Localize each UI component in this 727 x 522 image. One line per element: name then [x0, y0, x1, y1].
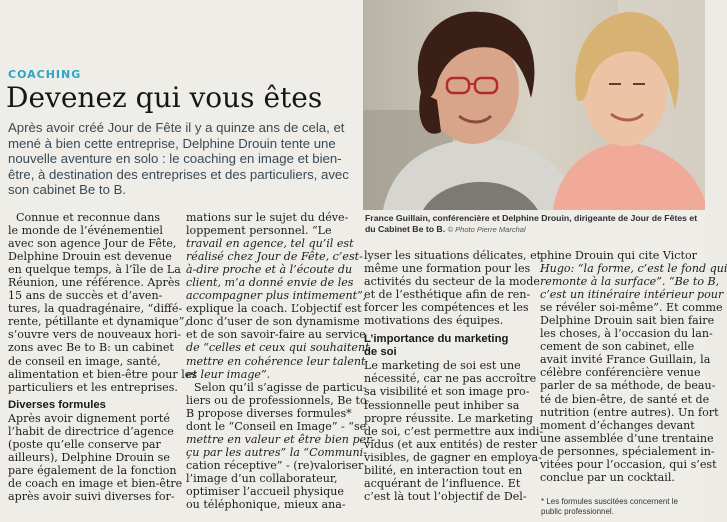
text-line: explique la coach. L’objectif est	[186, 302, 362, 316]
text-line: et de son savoir-faire au service	[186, 328, 366, 342]
column-4	[540, 249, 727, 484]
text-line: té de bien-être, de santé et de	[540, 392, 710, 406]
text-line: particuliers et les entreprises.	[8, 380, 178, 394]
text-line: dont le “Conseil en Image” - “se	[186, 419, 367, 433]
subheading-diverses-formules: Diverses formules	[8, 398, 106, 411]
text-line: propre réussite. Le marketing	[364, 411, 534, 425]
text-line: 15 ans de succès et d’aven-	[8, 289, 163, 303]
photo-illustration	[363, 0, 705, 210]
text-line: forcer les compétences et les	[364, 301, 529, 315]
text-line: de soi, c’est permettre aux indi-	[364, 424, 544, 438]
photo-caption	[365, 213, 703, 235]
text-line: loppement personnel. “Le	[186, 224, 332, 238]
text-line: conclue par un cocktail.	[540, 470, 675, 484]
text-line: le monde de l’événementiel	[8, 224, 163, 238]
text-line: célèbre conférencière venue	[540, 366, 701, 380]
text-line: de coach en image et bien-être	[8, 476, 183, 490]
text-line: donc d’user de son dynamisme	[186, 315, 360, 329]
text-line: optimiser l’accueil physique	[186, 484, 344, 498]
quote-line: mettre en valeur et être bien per-	[186, 432, 376, 446]
text-line: phine Drouin qui cite Victor	[540, 249, 697, 262]
quote-line: çu par les autres” la “Communi-	[186, 445, 367, 459]
text-line: sa visibilité et son image pro-	[364, 385, 530, 399]
text-line: parler de sa méthode, de beau-	[540, 379, 716, 393]
text-line: c’est là tout l’objectif de Del-	[364, 489, 527, 503]
article-photo	[363, 0, 705, 210]
text-line: B propose diverses formules*	[186, 406, 352, 420]
text-line: pare également de la fonction	[8, 463, 177, 477]
quote-line: travail en agence, tel qu’il est	[186, 237, 354, 251]
text-line: mations sur le sujet du déve-	[186, 211, 349, 224]
text-line: se révéler soi-même”. Et comme	[540, 301, 723, 315]
subheading-marketing-line-2: de soi	[364, 346, 397, 359]
text-line: rente, pétillante et dynamique”,	[8, 315, 188, 329]
text-line: de conseil en image, santé,	[8, 354, 161, 368]
quote-line: remonte à la surface”. “Be to B,	[540, 275, 720, 289]
text-line: Le marketing de soi est une	[364, 359, 521, 373]
quote-line: accompagner plus intimement”,	[186, 289, 367, 303]
text-line: visibles, de gagner en employa-	[364, 450, 542, 464]
text-line: les choses, à l’occasion du lan-	[540, 327, 713, 341]
subheading-marketing-line-1: L’importance du marketing	[364, 333, 509, 346]
text-line: tures, la quadragénaire, “diffé-	[8, 302, 183, 316]
text-line: Connue et reconnue dans	[16, 211, 161, 224]
text-line: nutrition (entre autres). Un fort	[540, 405, 719, 419]
text-line: motivations des équipes.	[364, 314, 504, 328]
text-line: Delphine Drouin sait bien faire	[540, 314, 715, 328]
column-1	[8, 211, 198, 503]
photo-credit: © Photo Pierre Marchal	[447, 225, 526, 234]
quote-line: et leur image”.	[186, 367, 271, 381]
text-line: s’ouvre vers de nouveaux hori-	[8, 328, 182, 342]
text-line: cement de son cabinet, elle	[540, 340, 695, 354]
text-line: Après avoir dignement porté	[8, 411, 170, 425]
text-line: Réunion, une référence. Après	[8, 276, 181, 290]
text-line: l’habit de directrice d’agence	[8, 424, 174, 438]
text-line: avait invité France Guillain, la	[540, 353, 711, 367]
text-line: vidus (et aux entités) de rester	[364, 437, 538, 451]
footnote: * Les formules suscitées concernent le public professionnel.	[541, 497, 678, 516]
quote-line: de “celles et ceux qui souhaitent	[186, 341, 370, 355]
text-line: nécessité, car ne pas accroître	[364, 372, 537, 386]
text-line: liers ou de professionnels, Be to	[186, 393, 367, 407]
text-line: zons avec Be to B: un cabinet	[8, 341, 174, 355]
section-kicker: COACHING	[8, 68, 82, 81]
article-lead: Après avoir créé Jour de Fête il y a quinze ans de cela, et mené à bien cette entreprise, Delphine Drouin tente une nouvelle aventure en solo : le coaching en image et bien-être, à destination des entreprises et des particuliers, avec son cabinet Be to B.	[8, 120, 349, 198]
column-3	[364, 249, 544, 503]
text-line: même une formation pour les	[364, 262, 531, 276]
text-line: vitées pour l’occasion, qui s’est	[540, 457, 717, 471]
text-line: ailleurs), Delphine Drouin se	[8, 450, 170, 464]
text-line: acquérant de l’influence. Et	[364, 476, 521, 490]
text-line: fessionnelle peut inhiber sa	[364, 398, 520, 412]
quote-line: mettre en cohérence leur talent	[186, 354, 366, 368]
text-line: Selon qu’il s’agisse de particu-	[194, 380, 367, 394]
text-line: et de l’esthétique afin de ren-	[364, 288, 531, 302]
text-line: (poste qu’elle conserve par	[8, 437, 161, 451]
text-line: bilité, en interaction tout en	[364, 463, 523, 477]
quote-line: client, m’a donné envie de les	[186, 276, 354, 290]
quote-line: Hugo: “la forme, c’est le fond qui	[540, 262, 727, 276]
text-line: Delphine Drouin est devenue	[8, 250, 172, 264]
quote-line: réalisé chez Jour de Fête, c’est-	[186, 250, 363, 264]
text-line: en quelque temps, à l’île de La	[8, 263, 181, 277]
text-line: alimentation et bien-être pour les	[8, 367, 198, 381]
text-line: lyser les situations délicates, et	[364, 249, 542, 262]
quote-line: à-dire proche et à l’écoute du	[186, 263, 353, 277]
column-2	[186, 211, 376, 512]
text-line: moment d’échanges devant	[540, 418, 695, 432]
text-line: après avoir suivi diverses for-	[8, 489, 175, 503]
text-line: ou téléphonique, mieux ana-	[186, 498, 346, 512]
text-line: avec son agence Jour de Fête,	[8, 237, 177, 251]
article-headline: Devenez qui vous êtes	[6, 81, 323, 114]
caption-text: France Guillain, conférencière et Delphine Drouin, dirigeante de Jour de Fêtes et du Cabinet Be to B.	[365, 213, 698, 234]
text-line: activités du secteur de la mode	[364, 275, 540, 289]
text-line: cation réceptive” - (re)valoriser	[186, 458, 364, 472]
quote-line: c’est un itinéraire intérieur pour	[540, 288, 724, 302]
text-line: l’image d’un collaborateur,	[186, 471, 338, 485]
text-line: de personnes, spécialement in-	[540, 444, 715, 458]
text-line: une assemblée d’une trentaine	[540, 431, 714, 445]
